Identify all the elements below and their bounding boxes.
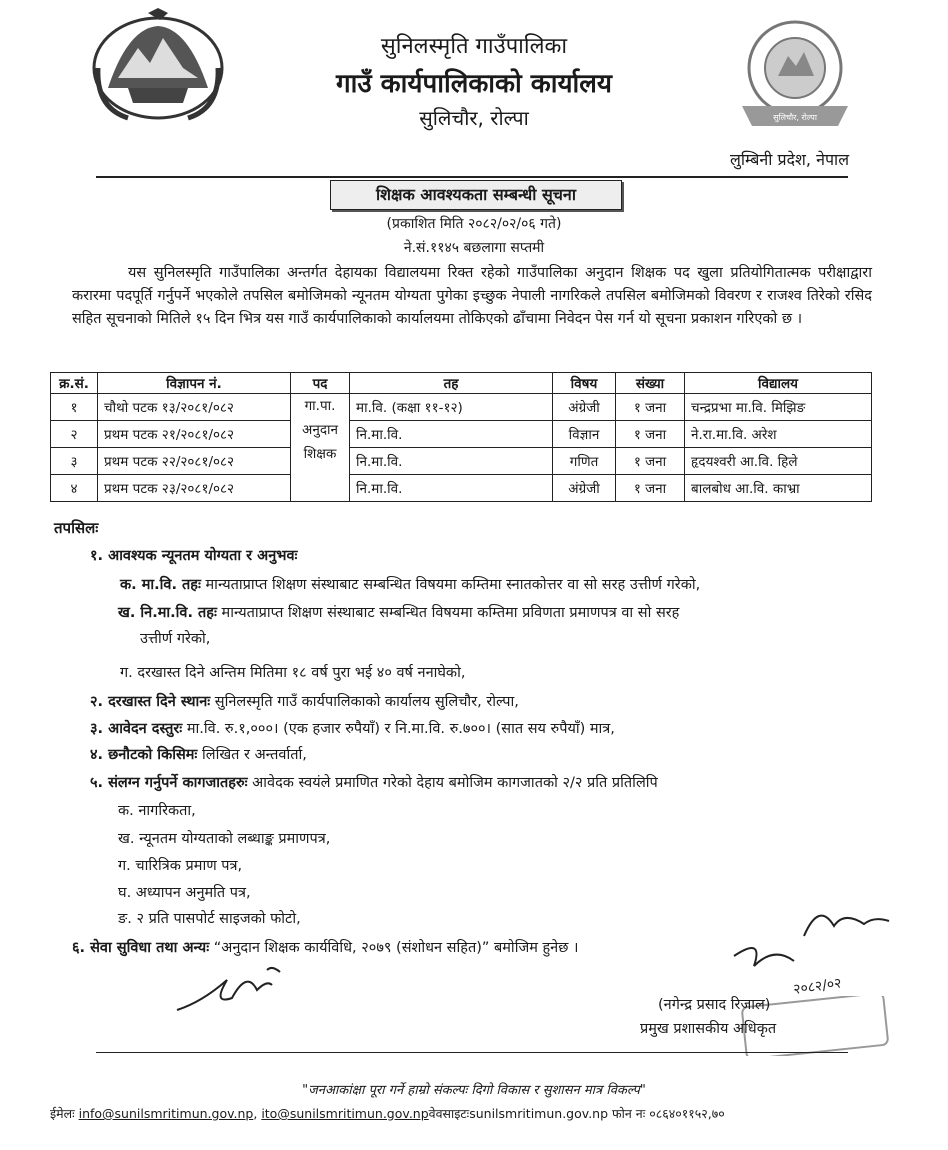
row-level: नि.मा.वि.: [350, 421, 553, 448]
row-adv: प्रथम पटक २२/२०८१/०८२: [98, 448, 291, 475]
table-row: [51, 475, 872, 502]
post-line: अनुदान: [302, 422, 338, 438]
post-line: शिक्षक: [303, 446, 337, 462]
row-school: चन्द्रप्रभा मा.वि. मिझिङ: [685, 394, 872, 421]
requirement-ka-text: मान्यताप्राप्त शिक्षण संस्थाबाट सम्बन्धित विषयमा कम्तिमा स्नातकोत्तर वा सो सरह उत्तीर्ण गरेको,: [200, 577, 701, 593]
section-5-text: आवेदक स्वयंले प्रमाणित गरेको देहाय बमोजिम कागजातको २/२ प्रति प्रतिलिपि: [247, 775, 658, 791]
row-level: नि.मा.वि.: [350, 448, 553, 475]
header-post: पद: [291, 373, 350, 394]
requirement-ka-label: क. मा.वि. तहः: [120, 577, 201, 593]
requirement-kha-label: ख. नि.मा.वि. तहः: [118, 605, 217, 621]
reference-date: ने.सं.११४५ बछलागा सप्तमी: [403, 240, 545, 256]
table-row: [51, 421, 872, 448]
post-line: गा.पा.: [304, 398, 336, 414]
row-count: १ जना: [616, 421, 685, 448]
row-adv: प्रथम पटक २३/२०८१/०८२: [98, 475, 291, 502]
section-6-label: ६. सेवा सुविधा तथा अन्यः: [72, 940, 210, 956]
signature-left-icon: [172, 960, 302, 1020]
footer-motto: "जनआकांक्षा पूरा गर्ने हाम्रो संकल्पः दिगो विकास र सुशासन मात्र विकल्प": [302, 1083, 646, 1098]
section-2: [90, 691, 519, 711]
section-3: [90, 718, 615, 738]
row-subject: अंग्रेजी: [553, 475, 616, 502]
details-title: तपसिलः: [54, 519, 99, 537]
footer-divider: [96, 1052, 848, 1053]
section-2-text: सुनिलस्मृति गाउँ कार्यपालिकाको कार्यालय सुलिचौर, रोल्पा,: [210, 694, 519, 710]
document-item: घ. अध्यापन अनुमति पत्र,: [118, 885, 251, 901]
header-level: तह: [350, 373, 553, 394]
section-4-label: ४. छनौटको किसिमः: [90, 747, 198, 763]
table-row: [51, 394, 872, 421]
published-date: (प्रकाशित मिति २०८२/०२/०६ गते): [386, 216, 562, 232]
table-header-row: [51, 373, 872, 394]
municipality-name: सुनिलस्मृति गाउँपालिका: [380, 34, 568, 59]
document-item: ख. न्यूनतम योग्यताको लब्धाङ्क प्रमाणपत्र,: [118, 831, 331, 847]
requirement-kha-text: मान्यताप्राप्त शिक्षण संस्थाबाट सम्बन्धित विषयमा कम्तिमा प्रविणता प्रमाणपत्र वा सो सरह: [216, 605, 680, 621]
province-label: लुम्बिनी प्रदेश, नेपाल: [730, 150, 850, 169]
header-divider: [96, 176, 848, 178]
signature-right-icon: [724, 896, 894, 1006]
row-subject: विज्ञान: [553, 421, 616, 448]
email-link-ito[interactable]: ito@sunilsmritimun.gov.np: [261, 1106, 429, 1121]
footer-contact: ईमेलः info@sunilsmritimun.gov.np, ito@sunilsmritimun.gov.npवेवसाइटःsunilsmritimun.gov.np फोन नः ०८६४०११५२,७०: [50, 1106, 725, 1121]
notice-title: शिक्षक आवश्यकता सम्बन्धी सूचना: [330, 180, 622, 210]
signatory-title: प्रमुख प्रशासकीय अधिकृत: [640, 1021, 777, 1037]
section-5-label: ५. संलग्न गर्नुपर्ने कागजातहरुः: [90, 775, 248, 791]
section-1-heading: १. आवश्यक न्यूनतम योग्यता र अनुभवः: [90, 548, 298, 564]
header-subject: विषय: [553, 373, 616, 394]
office-name: गाउँ कार्यपालिकाको कार्यालय: [336, 69, 612, 99]
row-count: १ जना: [616, 394, 685, 421]
section-4: [90, 744, 307, 764]
requirement-kha-cont: उत्तीर्ण गरेको,: [140, 631, 211, 647]
signature-date: २०८२/०२: [792, 975, 843, 998]
row-adv: चौथो पटक १३/२०८१/०८२: [98, 394, 291, 421]
section-3-text: मा.वि. रु.१,०००। (एक हजार रुपैयाँ) र नि.मा.वि. रु.७००। (सात सय रुपैयाँ) मात्र,: [182, 721, 615, 737]
signatory-name: (नगेन्द्र प्रसाद रिजाल): [658, 997, 771, 1013]
row-level: मा.वि. (कक्षा ११-१२): [350, 394, 553, 421]
website-text: वेवसाइटःsunilsmritimun.gov.np: [428, 1106, 609, 1121]
requirement-ka: [120, 574, 700, 594]
row-num: २: [51, 421, 98, 448]
document-item: ग. चारित्रिक प्रमाण पत्र,: [118, 858, 243, 874]
row-subject: गणित: [553, 448, 616, 475]
post-cell: [291, 394, 350, 502]
row-school: बालबोध आ.वि. काभ्रा: [685, 475, 872, 502]
header-num: क्र.सं.: [51, 373, 98, 394]
section-6: [72, 937, 579, 957]
row-school: हृदयश्वरी आ.वि. हिले: [685, 448, 872, 475]
document-item: ङ. २ प्रति पासपोर्ट साइजको फोटो,: [118, 911, 301, 927]
document-item: क. नागरिकता,: [118, 803, 196, 819]
row-level: नि.मा.वि.: [350, 475, 553, 502]
email-link-info[interactable]: info@sunilsmritimun.gov.np: [78, 1106, 254, 1121]
row-school: ने.रा.मा.वि. अरेश: [685, 421, 872, 448]
requirement-kha: [118, 602, 679, 622]
row-num: १: [51, 394, 98, 421]
vacancy-table: [50, 372, 872, 502]
section-2-label: २. दरखास्त दिने स्थानः: [90, 694, 211, 710]
row-adv: प्रथम पटक २१/२०८१/०८२: [98, 421, 291, 448]
section-5: [90, 772, 658, 792]
svg-text:सुलिचौर, रोल्पा: सुलिचौर, रोल्पा: [773, 113, 817, 122]
row-count: १ जना: [616, 475, 685, 502]
notice-intro: यस सुनिलस्मृति गाउँपालिका अन्तर्गत देहायका विद्यालयमा रिक्त रहेको गाउँपालिका अनुदान शिक्षक पद खुला प्रतियोगितात्मक परीक्षाद्वारा करारमा पदपूर्ति गर्नुपर्ने भएकोले तपसिल बमोजिमको न्यूनतम योग्यता पुगेका इच्छुक नेपाली नागरिकले तपसिल बमोजिमको विवरण र राजश्व तिरेको रसिद सहित सूचनाको मितिले १५ दिन भित्र यस गाउँ कार्यपालिकाको कार्यालयमा तोकिएको ढाँचामा निवेदन पेस गर्न यो सूचना प्रकाशन गरिएको छ ।: [72, 265, 872, 327]
row-num: ४: [51, 475, 98, 502]
header-school: विद्यालय: [685, 373, 872, 394]
row-count: १ जना: [616, 448, 685, 475]
header-adv: विज्ञापन नं.: [98, 373, 291, 394]
office-location: सुलिचौर, रोल्पा: [419, 106, 529, 130]
section-3-label: ३. आवेदन दस्तुरः: [90, 721, 183, 737]
phone-text: फोन नः ०८६४०११५२,७०: [608, 1106, 725, 1121]
email-label: ईमेलः: [50, 1106, 79, 1121]
row-subject: अंग्रेजी: [553, 394, 616, 421]
header-count: संख्या: [616, 373, 685, 394]
section-6-text: “अनुदान शिक्षक कार्यविधि, २०७९ (संशोधन सहित)” बमोजिम हुनेछ ।: [209, 940, 579, 956]
table-row: [51, 448, 872, 475]
section-4-text: लिखित र अन्तर्वार्ता,: [197, 747, 307, 763]
row-num: ३: [51, 448, 98, 475]
requirement-ga: ग. दरखास्त दिने अन्तिम मितिमा १८ वर्ष पुरा भई ४० वर्ष ननाघेको,: [120, 665, 466, 681]
